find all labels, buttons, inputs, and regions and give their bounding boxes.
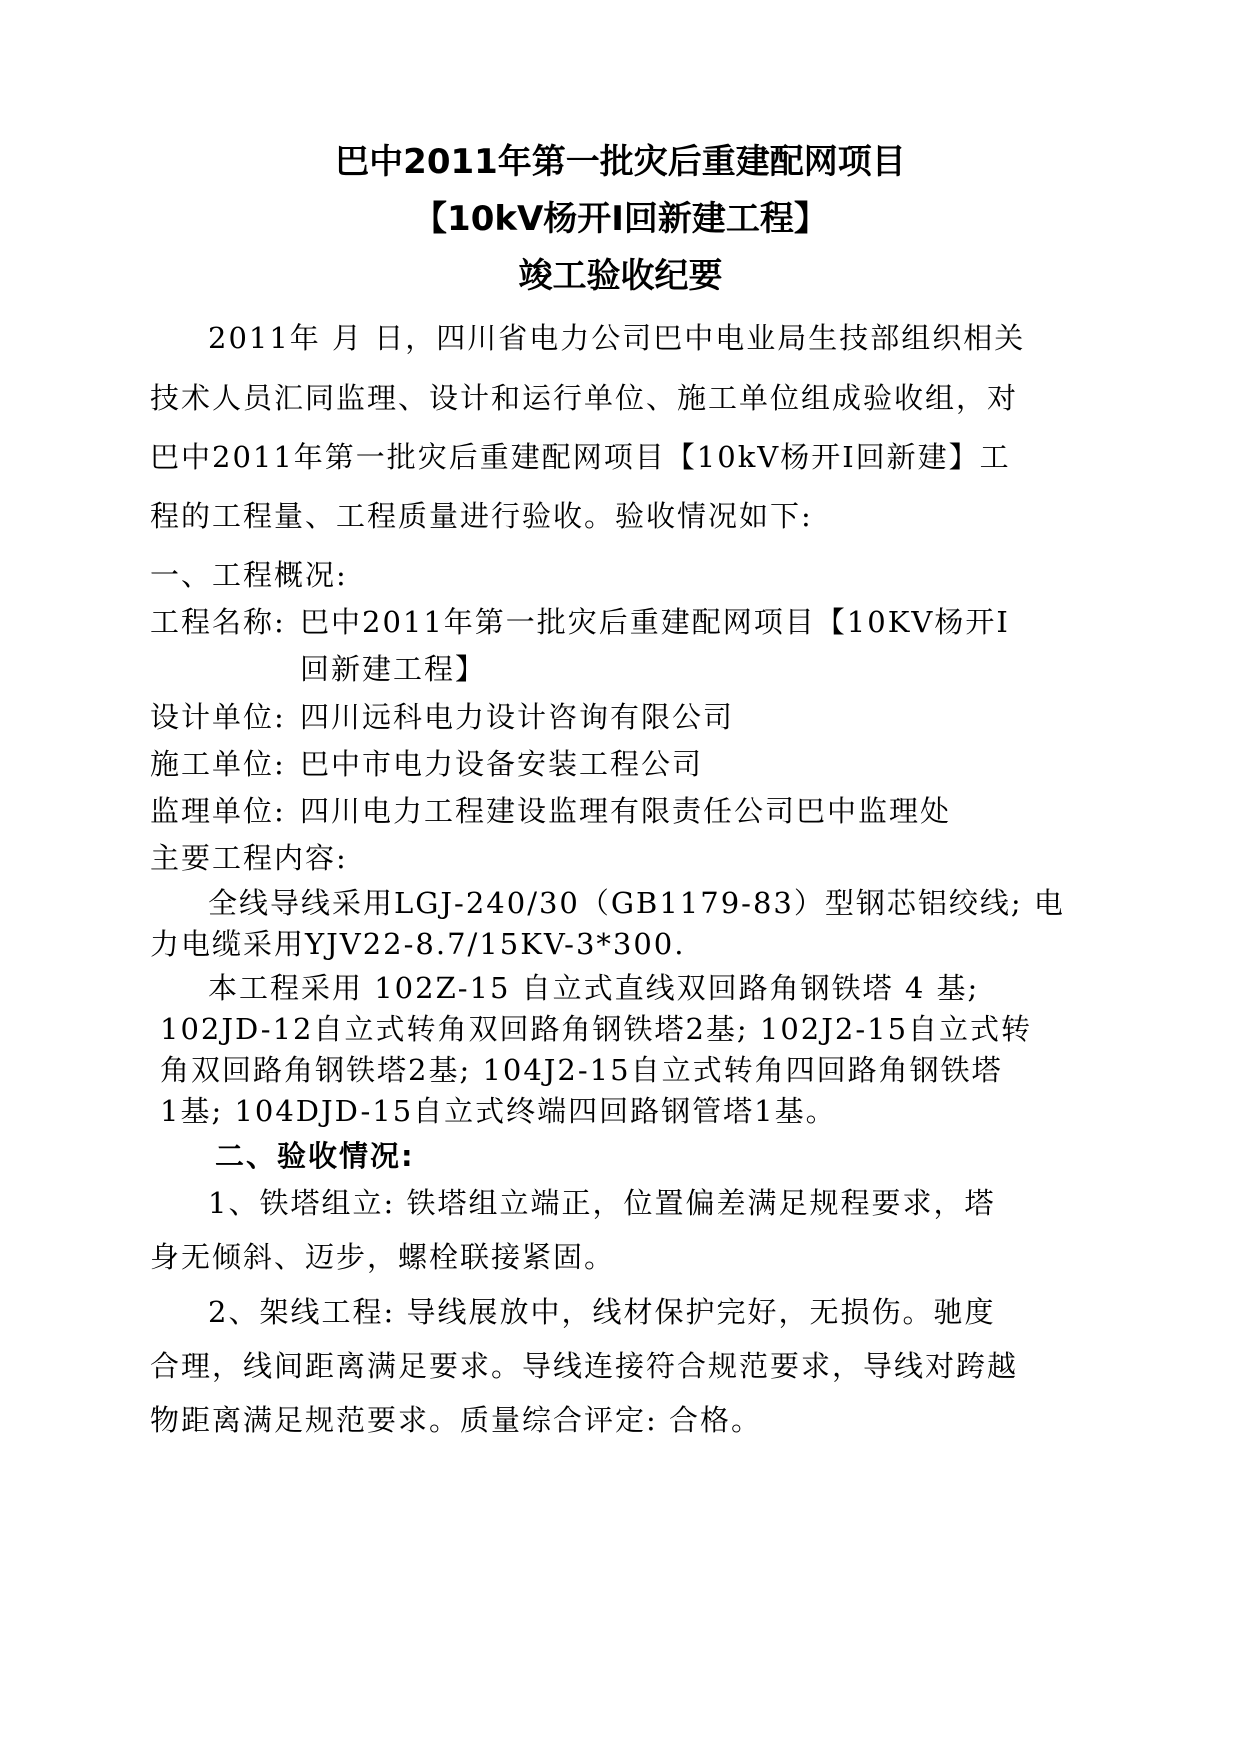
section2-heading: 二、验收情况:	[215, 1139, 415, 1173]
section2-item-1-line-1: 1、铁塔组立: 铁塔组立端正，位置偏差满足规程要求，塔	[208, 1186, 996, 1220]
intro-line-1: 2011年 月 日，四川省电力公司巴中电业局生技部组织相关	[208, 321, 1026, 355]
project-name-value-line-2: 回新建工程】	[300, 652, 487, 686]
content-paragraph-2-line-4: 1基; 104DJD-15自立式终端四回路钢管塔1基。	[160, 1094, 837, 1128]
intro-line-3: 巴中2011年第一批灾后重建配网项目【10kV杨开Ⅰ回新建】工	[150, 440, 1011, 474]
title-line-1: 巴中2011年第一批灾后重建配网项目	[335, 142, 906, 182]
main-content-label: 主要工程内容:	[150, 841, 348, 875]
content-paragraph-1-line-1: 全线导线采用LGJ-240/30（GB1179-83）型钢芯铝绞线; 电	[208, 886, 1065, 920]
intro-line-2: 技术人员汇同监理、设计和运行单位、施工单位组成验收组，对	[150, 381, 1019, 415]
content-paragraph-1-line-2: 力电缆采用YJV22-8.7/15KV-3*300.	[150, 927, 686, 961]
title-line-2: 【10kV杨开Ⅰ回新建工程】	[413, 199, 828, 239]
section2-item-2-line-1: 2、架线工程: 导线展放中，线材保护完好，无损伤。驰度	[208, 1295, 996, 1329]
section2-item-2-line-2: 合理，线间距离满足要求。导线连接符合规范要求，导线对跨越	[150, 1349, 1019, 1383]
content-paragraph-2-line-1: 本工程采用 102Z-15 自立式直线双回路角钢铁塔 4 基;	[208, 971, 980, 1005]
title-line-3: 竣工验收纪要	[518, 256, 723, 296]
section1-heading: 一、工程概况:	[150, 558, 348, 592]
construction-unit-value: 巴中市电力设备安装工程公司	[300, 747, 704, 781]
design-unit-label: 设计单位:	[150, 700, 286, 734]
supervision-unit-label: 监理单位:	[150, 794, 286, 828]
intro-line-4: 程的工程量、工程质量进行验收。验收情况如下:	[150, 499, 813, 533]
project-name-value-line-1: 巴中2011年第一批灾后重建配网项目【10KV杨开Ⅰ	[300, 605, 1010, 639]
section2-item-2-line-3: 物距离满足规范要求。质量综合评定: 合格。	[150, 1403, 762, 1437]
content-paragraph-2-line-3: 角双回路角钢铁塔2基; 104J2-15自立式转角四回路角钢铁塔	[160, 1053, 1003, 1087]
content-paragraph-2-line-2: 102JD-12自立式转角双回路角钢铁塔2基; 102J2-15自立式转	[160, 1012, 1033, 1046]
supervision-unit-value: 四川电力工程建设监理有限责任公司巴中监理处	[300, 794, 952, 828]
section2-item-1-line-2: 身无倾斜、迈步，螺栓联接紧固。	[150, 1240, 616, 1274]
construction-unit-label: 施工单位:	[150, 747, 286, 781]
design-unit-value: 四川远科电力设计咨询有限公司	[300, 700, 735, 734]
project-name-label: 工程名称:	[150, 605, 286, 639]
